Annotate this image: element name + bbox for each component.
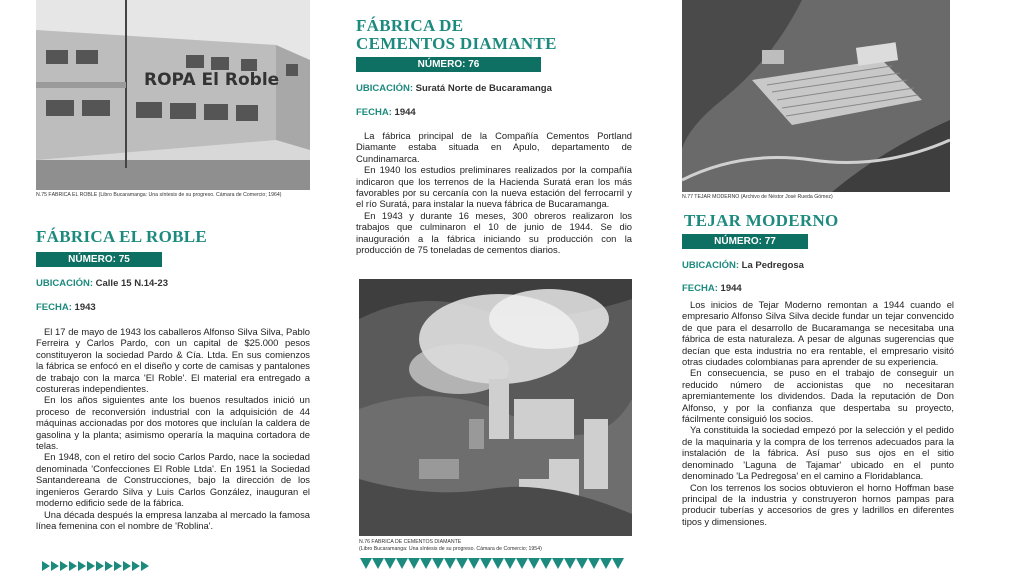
photo-sign-text: ROPA El Roble [144,70,280,90]
number-badge: NÚMERO: 75 [36,252,162,267]
paragraph: En 1948, con el retiro del socio Carlos Pardo, nace la sociedad denominada 'Confecciones El Roble Ltda'. En 1951 la Sociedad Santandereana de Construcciones, bajo la dirección de los ingenieros Gerardo Silva y Luis Carlos González, inauguran el moderno edificio sede de la fábrica. [36,451,310,509]
column-fabrica-el-roble [36,0,310,531]
fecha-value: 1943 [74,302,96,313]
section-title [356,17,632,53]
fecha-label: FECHA: [36,302,72,313]
photo-caption [359,539,632,553]
fecha-label: FECHA: [356,107,392,118]
number-badge: NÚMERO: 77 [682,234,808,249]
paragraph: Los inicios de Tejar Moderno remontan a 1944 cuando el empresario Alfonso Silva Silva decide fundar un tejar convencido de que para el desarrollo de Bucaramanga se necesitaba una fábrica de esta naturaleza. A pesar de algunas sugerencias que decían que esta industria no era rentable, el empresario visitó otras ciudades colombianas para aprender de su experiencia. [682,299,954,368]
body-text [36,326,310,531]
ubicacion-value: La Pedregosa [741,260,804,271]
photo-caption-line1: N.76 FÁBRICA DE CEMENTOS DIAMANTE [359,539,462,545]
paragraph: En los años siguientes ante los buenos resultados inició un proceso de reconversión industrial con la adquisición de 44 máquinas accionadas por dos motores que incluían la caldera de gasolina y la planta; asimismo operaría la maquina cortadora de telas. [36,394,310,452]
fecha-value: 1944 [720,283,742,294]
body-text [682,299,954,527]
column-cementos-diamante [356,0,632,552]
section-title: FÁBRICA EL ROBLE [36,227,208,246]
fecha-line [36,302,310,314]
paragraph: Ya constituida la sociedad empezó por la selección y el pedido de la maquinaria y la compra de los terrenos adecuados para la instalación de la fábrica. Así puso sus ojos en el sitio denominado 'Laguna de Tajamar' ubicado en el punto denominado 'La Pedregosa' en el camino a Floridablanca. [682,424,954,482]
ubicacion-line [682,260,954,272]
photo-tejar-moderno [682,0,950,192]
fecha-value: 1944 [394,107,416,118]
aerial-photo-illustration [682,0,950,192]
factory-photo-illustration [359,279,632,536]
paragraph: Con los terrenos los socios obtuvieron el horno Hoffman base principal de la industria y construyeron hornos pampas para producir tuberías y accesorios de gres y ladrillos en diferentes tipos y dimensiones. [682,481,954,527]
ubicacion-label: UBICACIÓN: [682,260,739,271]
paragraph: La fábrica principal de la Compañía Cementos Portland Diamante estaba situada en Apulo, departamento de Cundinamarca. [356,130,632,164]
ubicacion-label: UBICACIÓN: [36,278,93,289]
section-title-line1: FÁBRICA DE [356,16,464,35]
photo-fabrica-el-roble [36,0,310,190]
number-badge: NÚMERO: 76 [356,57,541,72]
ubicacion-value: Suratá Norte de Bucaramanga [415,83,552,94]
ubicacion-label: UBICACIÓN: [356,83,413,94]
section-title: TEJAR MODERNO [684,211,839,230]
column-tejar-moderno [682,0,954,527]
photo-cementos-diamante [359,279,632,536]
decorative-arrow-row [42,561,149,571]
paragraph: El 17 de mayo de 1943 los caballeros Alfonso Silva Silva, Pablo Ferreira y Carlos Pardo, con un capital de $25.000 pesos constituyeron la sociedad Pardo & Cía. Ltda. En sus comienzos la fábrica se enfocó en el diseño y corte de camisas y pantalones de trabajo con la marca 'El Roble'. El material era entregado a costureras independientes. [36,326,310,395]
ubicacion-line [356,83,632,95]
ubicacion-value: Calle 15 N.14-23 [95,278,168,289]
building-photo-illustration [36,0,310,190]
fecha-label: FECHA: [682,283,718,294]
photo-caption-line2: (Libro Bucaramanga: Una síntesis de su progreso. Cámara de Comercio; 1954) [359,546,542,552]
body-text [356,130,632,255]
ubicacion-line [36,278,310,290]
section-title-line2: CEMENTOS DIAMANTE [356,34,557,53]
paragraph: Una década después la empresa lanzaba al mercado la famosa línea femenina con el nombre de 'Roblina'. [36,508,310,531]
photo-caption: N.75 FÁBRICA EL ROBLE (Libro Bucaramanga: Una síntesis de su progreso. Cámara de Comercio; 1964) [36,192,282,198]
paragraph: En 1940 los estudios preliminares realizados por la compañía indicaron que los terrenos de la Hacienda Suratá eran los más favorables por su cercanía con la nueva estación del ferrocarril y el río Suratá, para instalar la nueva fábrica de Bucaramanga. [356,164,632,210]
paragraph: En 1943 y durante 16 meses, 300 obreros realizaron los trabajos que culminaron el 10 de junio de 1944. Se dio inauguración a la fábrica iniciando su producción con la producción de 75 toneladas de cementos diarios. [356,209,632,256]
fecha-line [356,107,632,119]
paragraph: En consecuencia, se puso en el trabajo de conseguir un reducido número de accionistas que no necesitaran apremiantemente los dividendos. Dada la reputación de Don Alfonso, y por la confianza que despertaba su proyecto, fácilmente consiguió los socios. [682,367,954,425]
fecha-line [682,283,954,295]
decorative-triangle-row [360,558,624,569]
photo-caption: N.77 TEJAR MODERNO (Archivo de Néstor José Rueda Gómez) [682,194,833,200]
